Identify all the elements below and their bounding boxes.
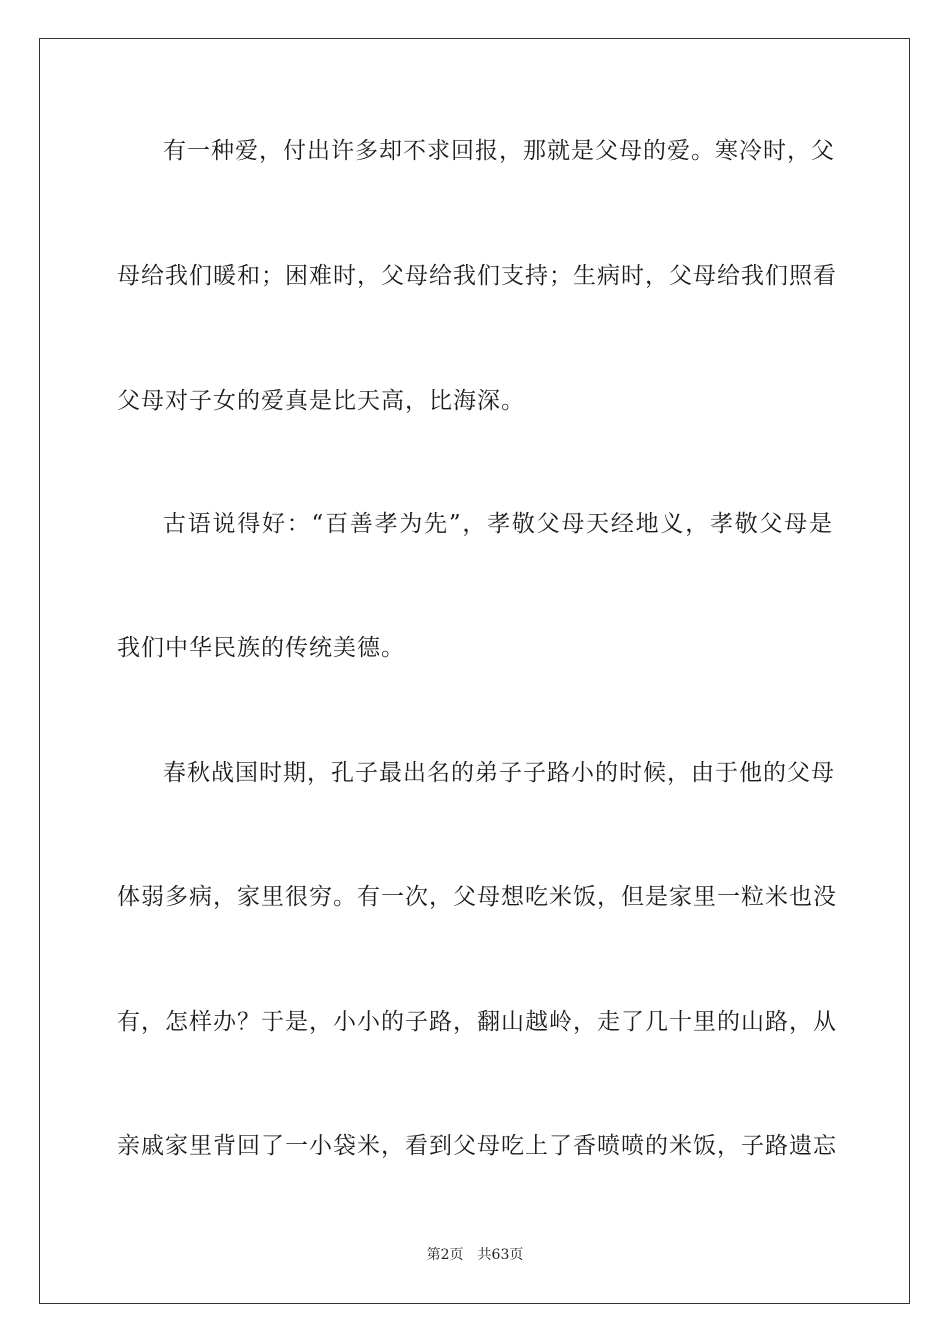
paragraph-3-line-2: 体弱多病，家里很穷。有一次，父母想吃米饭，但是家里一粒米也没 <box>117 884 837 910</box>
paragraph-1-line-2: 母给我们暖和；困难时，父母给我们支持；生病时，父母给我们照看 <box>117 263 837 289</box>
paragraph-1-line-1: 有一种爱，付出许多却不求回报，那就是父母的爱。寒冷时，父 <box>163 138 835 164</box>
page-number: 第2页 <box>426 1247 464 1263</box>
paragraph-1-line-3: 父母对子女的爱真是比天高，比海深。 <box>117 388 525 414</box>
page-footer <box>0 1246 950 1264</box>
paragraph-3-line-4: 亲戚家里背回了一小袋米，看到父母吃上了香喷喷的米饭，子路遗忘 <box>117 1133 837 1159</box>
page-border <box>39 38 910 1304</box>
paragraph-3-line-1: 春秋战国时期，孔子最出名的弟子子路小的时候，由于他的父母 <box>163 760 835 786</box>
page-total: 共63页 <box>477 1247 524 1263</box>
paragraph-2-line-1: 古语说得好：“百善孝为先”，孝敬父母天经地义，孝敬父母是 <box>163 511 833 537</box>
paragraph-2-line-2: 我们中华民族的传统美德。 <box>117 635 405 661</box>
paragraph-3-line-3: 有，怎样办？于是，小小的子路，翻山越岭，走了几十里的山路，从 <box>117 1009 837 1035</box>
